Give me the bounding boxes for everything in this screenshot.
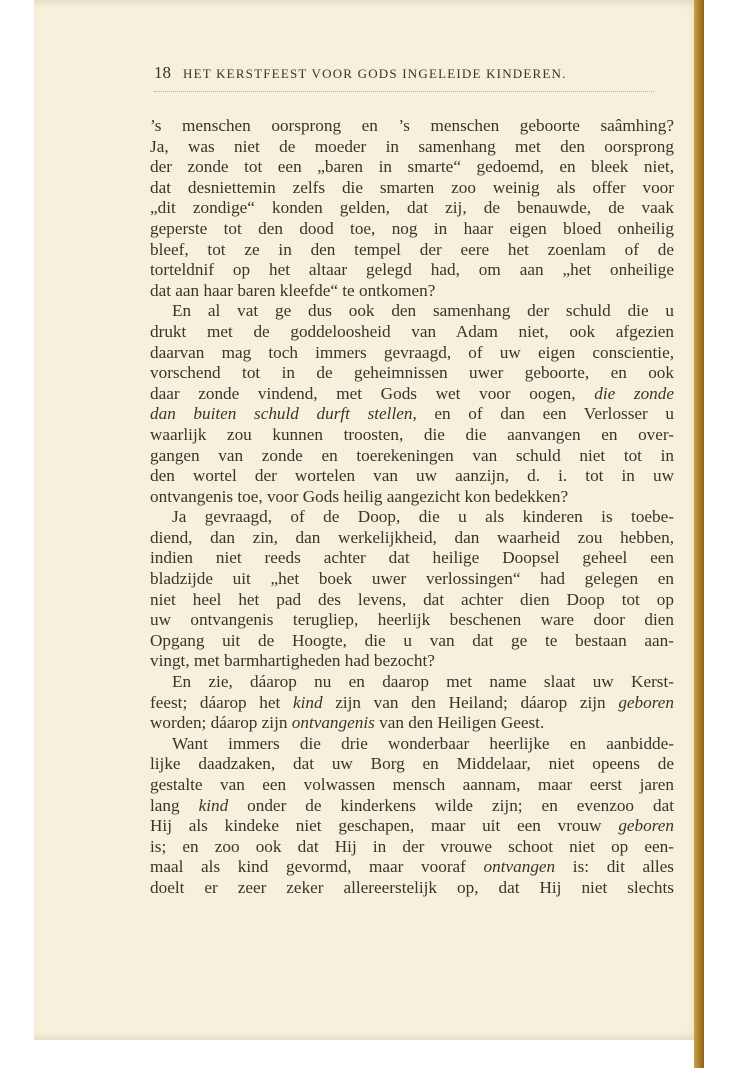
line-text: doelt er zeer zeker allereerstelijk op, dat Hij niet slechts — [150, 877, 674, 897]
italic-text: dan buiten schuld durft stellen — [150, 404, 413, 424]
text-line — [150, 734, 674, 755]
text-line — [150, 816, 674, 837]
line-text: der zonde tot een „baren in smarte“ gedoemd, en bleek niet, — [150, 157, 674, 177]
line-text: vorschend tot in de geheimnissen uwer geboorte, en ook — [150, 363, 674, 383]
line-text: den wortel der wortelen van uw aanzijn, d. i. tot in uw — [150, 466, 674, 486]
italic-text: geboren — [618, 692, 674, 712]
line-text: ’s menschen oorsprong en ’s menschen geboorte saâmhing? — [150, 116, 674, 135]
text-line — [150, 137, 674, 158]
line-text: onder de kinderkens wilde zijn; en evenzoo dat — [228, 795, 675, 815]
page-edge — [694, 0, 704, 1068]
line-text: maal als kind gevormd, maar vooraf — [150, 857, 484, 877]
line-text: worden; dáarop zijn — [150, 713, 292, 733]
text-line — [150, 404, 674, 425]
line-text: niet heel het pad des levens, dat achter dien Doop tot op — [150, 589, 674, 609]
italic-text: geboren — [618, 816, 674, 836]
text-line — [150, 487, 674, 508]
italic-text: ontvangenis — [291, 713, 375, 733]
text-line — [150, 157, 674, 178]
text-line — [150, 754, 674, 775]
line-text: van den Heiligen Geest. — [374, 713, 545, 733]
text-line — [150, 878, 674, 899]
line-text: , en of dan een Verlosser u — [412, 404, 674, 424]
running-title: HET KERSTFEEST VOOR GODS INGELEIDE KINDEREN. — [183, 66, 567, 81]
line-text: En zie, dáarop nu en daarop met name slaat uw Kerst- — [172, 672, 674, 692]
line-text: waarlijk zou kunnen troosten, die die aanvangen en over- — [150, 424, 674, 444]
line-text: geperste tot den dood toe, nog in haar eigen bloed onheilig — [150, 218, 674, 238]
text-line — [150, 528, 674, 549]
text-line — [150, 631, 674, 652]
line-text: bladzijde uit „het boek uwer verlossingen“ had gelegen en — [150, 569, 674, 589]
line-text: dat aan haar baren kleefde“ te ontkomen? — [150, 280, 436, 300]
text-line — [150, 466, 674, 487]
line-text: gestalte van een volwassen mensch aannam, maar eerst jaren — [150, 775, 674, 794]
text-line — [150, 425, 674, 446]
line-text: is: dit alles — [555, 857, 674, 877]
line-text: Opgang uit de Hoogte, die u van dat ge te bestaan aan- — [150, 630, 674, 650]
body-text — [150, 116, 674, 899]
text-line — [150, 651, 674, 672]
text-line — [150, 384, 674, 405]
text-line — [150, 446, 674, 467]
line-text: zijn van den Heiland; dáarop zijn — [322, 692, 619, 712]
page-number: 18 — [154, 63, 171, 82]
text-line — [150, 301, 674, 322]
text-line — [150, 569, 674, 590]
text-line — [150, 260, 674, 281]
text-line — [150, 281, 674, 302]
text-line — [150, 322, 674, 343]
running-header — [154, 63, 654, 83]
line-text: is; en zoo ook dat Hij in der vrouwe schoot niet op een- — [150, 836, 674, 856]
text-line — [150, 240, 674, 261]
line-text: Ja, was niet de moeder in samenhang met den oorsprong — [150, 136, 674, 156]
text-line — [150, 857, 674, 878]
text-line — [150, 590, 674, 611]
line-text: indien niet reeds achter dat heilige Doopsel geheel een — [150, 548, 674, 568]
line-text: vingt, met barmhartigheden had bezocht? — [150, 651, 435, 671]
text-line — [150, 507, 674, 528]
italic-text: ontvangen — [483, 857, 556, 877]
line-text: drukt met de goddeloosheid van Adam niet, ook afgezien — [150, 321, 674, 341]
text-line — [150, 775, 674, 796]
line-text: dat desniettemin zelfs die smarten zoo weinig als offer voor — [150, 177, 674, 197]
text-line — [150, 672, 674, 693]
text-line — [150, 198, 674, 219]
line-text: Want immers die drie wonderbaar heerlijke en aanbidde- — [172, 733, 674, 753]
line-text: daar zonde vindend, met Gods wet voor oogen, — [150, 383, 595, 403]
line-text: lijke daadzaken, dat uw Borg en Middelaar, niet opeens de — [150, 754, 674, 774]
header-rule — [154, 91, 654, 93]
line-text: feest; dáarop het — [150, 692, 293, 712]
italic-text: kind — [198, 795, 229, 815]
text-line — [150, 837, 674, 858]
text-line — [150, 178, 674, 199]
italic-text: die zonde — [594, 383, 674, 403]
text-line — [150, 548, 674, 569]
line-text: uw ontvangenis terugliep, heerlijk beschenen ware door dien — [150, 610, 674, 630]
text-line — [150, 219, 674, 240]
text-line — [150, 693, 674, 714]
line-text: lang — [150, 795, 199, 815]
text-line — [150, 796, 674, 817]
line-text: gangen van zonde en toerekeningen van schuld niet tot in — [150, 445, 674, 465]
italic-text: kind — [292, 692, 323, 712]
line-text: En al vat ge dus ook den samenhang der schuld die u — [172, 301, 674, 321]
book-page — [34, 0, 702, 1040]
line-text: ontvangenis toe, voor Gods heilig aangezicht kon bedekken? — [150, 486, 569, 506]
line-text: torteldnif op het altaar gelegd had, om aan „het onheilige — [150, 260, 674, 280]
line-text: daarvan mag toch immers gevraagd, of uw eigen conscientie, — [150, 342, 674, 362]
text-line — [150, 713, 674, 734]
line-text: diend, dan zin, dan werkelijkheid, dan waarheid zou hebben, — [150, 527, 674, 547]
text-line — [150, 116, 674, 137]
text-line — [150, 610, 674, 631]
line-text: „dit zondige“ konden gelden, dat zij, de benauwde, de vaak — [150, 198, 674, 218]
line-text: Hij als kindeke niet geschapen, maar uit een vrouw — [150, 816, 619, 836]
line-text: bleef, tot ze in den tempel der eere het zoenlam of de — [150, 239, 674, 259]
text-line — [150, 363, 674, 384]
text-line — [150, 343, 674, 364]
line-text: Ja gevraagd, of de Doop, die u als kinderen is toebe- — [172, 507, 674, 527]
